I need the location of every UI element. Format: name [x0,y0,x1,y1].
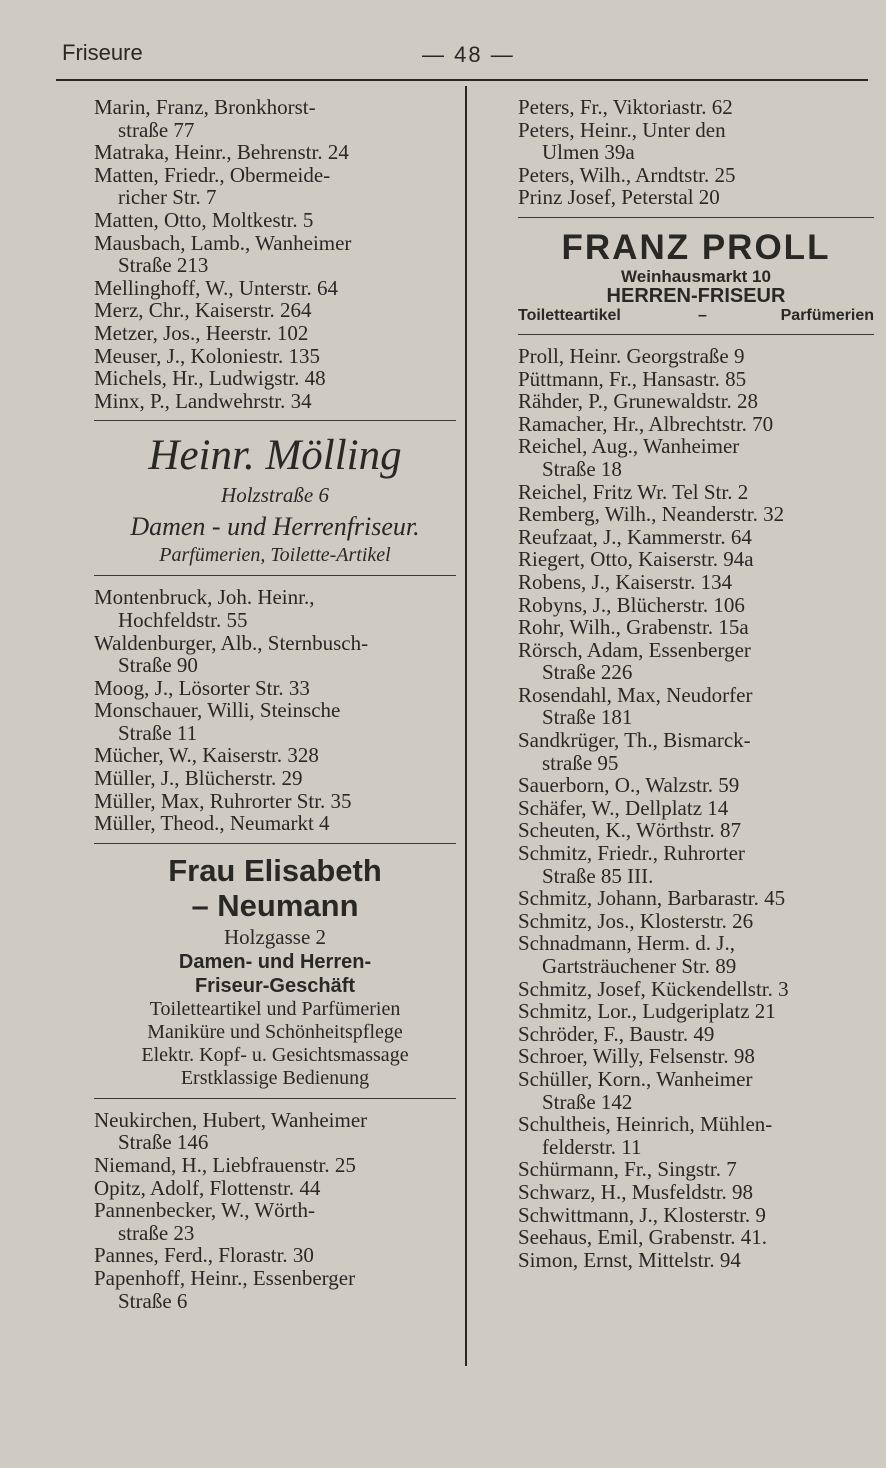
entry-name: Pannenbecker, W., Wörth- [94,1198,315,1223]
entry-name: Peters, Heinr., Unter den [518,117,726,142]
directory-entry [94,345,456,368]
entry-name: Müller, Max, Ruhrorter Str. 35 [94,788,352,813]
entry-name: Mellinghoff, W., Unterstr. 64 [94,275,339,300]
entry-name: Mausbach, Lamb., Wanheimer [94,230,352,255]
directory-entry [94,322,456,345]
entry-continuation: felderstr. 11 [542,1134,642,1159]
directory-entry [518,1045,874,1068]
directory-entry [94,586,456,631]
entry-name: Waldenburger, Alb., Sternbusch- [94,630,369,655]
ad-moelling-name: Heinr. Mölling [148,432,402,480]
directory-entry [518,186,874,209]
directory-entry [94,1109,456,1154]
entry-name: Robens, J., Kaiserstr. 134 [518,569,733,594]
entry-name: Schüller, Korn., Wanheimer [518,1066,753,1091]
directory-entry [518,684,874,729]
entry-name: Pannes, Ferd., Florastr. 30 [94,1243,314,1268]
ad-proll-address: Weinhausmarkt 10 [621,266,771,286]
directory-entry [518,481,874,504]
entry-name: Peters, Wilh., Arndtstr. 25 [518,162,736,187]
directory-entry [518,119,874,164]
entry-name: Rörsch, Adam, Essenberger [518,637,751,662]
entry-name: Seehaus, Emil, Grabenstr. 41. [518,1225,768,1250]
directory-entry [518,548,874,571]
entry-name: Scheuten, K., Wörthstr. 87 [518,818,742,843]
ad-neumann-address: Holzgasse 2 [223,924,327,949]
directory-entry [518,435,874,480]
directory-entry [518,571,874,594]
entry-name: Müller, J., Blücherstr. 29 [94,766,303,791]
directory-entry [94,1154,456,1177]
entry-name: Müller, Theod., Neumarkt 4 [94,811,330,836]
entry-list [518,96,874,209]
entry-list [518,345,874,1271]
entry-continuation: Straße 226 [542,660,633,685]
directory-entry [518,978,874,1001]
entry-name: Schwarz, H., Musfeldstr. 98 [518,1179,754,1204]
section-title: Friseure [62,40,143,65]
directory-entry [94,299,456,322]
directory-entry [518,368,874,391]
entry-name: Neukirchen, Hubert, Wanheimer [94,1107,368,1132]
entry-name: Sandkrüger, Th., Bismarck- [518,728,751,753]
separator-rule [518,334,874,335]
ad-neumann-trade2: Friseur-Geschäft [194,974,356,997]
entry-continuation: Straße 146 [118,1130,209,1155]
directory-entry [94,812,456,835]
entry-continuation: Straße 6 [118,1288,188,1313]
ad-moelling-address: Holzstraße 6 [221,483,329,508]
entry-name: Schmitz, Josef, Kückendellstr. 3 [518,976,789,1001]
column-divider [465,86,467,1366]
entry-name: Püttmann, Fr., Hansastr. 85 [518,366,747,391]
entry-list [94,96,456,412]
directory-entry [518,1158,874,1181]
entry-list [94,1109,456,1312]
ad-neumann-line1: Frau Elisabeth [168,852,382,888]
entry-name: Papenhoff, Heinr., Essenberger [94,1266,356,1290]
ad-neumann-line2: – Neumann [191,887,359,923]
entry-continuation: straße 23 [118,1220,195,1245]
entry-name: Sauerborn, O., Walzstr. 59 [518,773,740,798]
directory-entry [94,790,456,813]
left-column [94,96,456,1312]
directory-entry [94,141,456,164]
ad-proll [518,228,874,326]
entry-name: Simon, Ernst, Mittelstr. 94 [518,1247,741,1272]
directory-entry [94,277,456,300]
directory-entry [518,887,874,910]
entry-name: Matten, Friedr., Obermeide- [94,162,331,187]
ad-neumann-line6: Erstklassige Bedienung [180,1066,370,1089]
directory-entry [94,744,456,767]
entry-name: Monschauer, Willi, Steinsche [94,698,341,723]
entry-name: Ramacher, Hr., Albrechtstr. 70 [518,411,774,436]
ad-proll-trade: HERREN-FRISEUR [606,284,786,307]
entry-continuation: Straße 18 [542,456,622,481]
directory-entry [518,345,874,368]
directory-entry [518,1023,874,1046]
entry-name: Peters, Fr., Viktoriastr. 62 [518,95,733,119]
directory-entry [518,1113,874,1158]
directory-entry [518,413,874,436]
separator-rule [518,217,874,218]
entry-name: Matten, Otto, Moltkestr. 5 [94,207,314,232]
ad-neumann-trade1: Damen- und Herren- [178,950,372,973]
directory-entry [518,819,874,842]
entry-name: Meuser, J., Koloniestr. 135 [94,343,321,368]
directory-entry [94,632,456,677]
entry-name: Reufzaat, J., Kammerstr. 64 [518,524,752,549]
entry-continuation: Ulmen 39a [542,140,635,165]
entry-continuation: Straße 181 [542,705,633,730]
ad-neumann-line4: Maniküre und Schönheitspflege [147,1020,403,1043]
directory-entry [518,639,874,684]
directory-entry [94,1177,456,1200]
entry-name: Schmitz, Friedr., Ruhrorter [518,841,745,866]
entry-name: Merz, Chr., Kaiserstr. 264 [94,298,312,323]
ad-proll-goods-left: Toiletteartikel [518,306,621,324]
directory-entry [94,390,456,413]
entry-continuation: Straße 85 III. [542,863,654,888]
entry-name: Rähder, P., Grunewaldstr. 28 [518,389,759,414]
entry-continuation: straße 95 [542,750,619,775]
directory-entry [518,1000,874,1023]
entry-name: Michels, Hr., Ludwigstr. 48 [94,366,326,391]
ad-neumann-line5: Elektr. Kopf- u. Gesichtsmassage [141,1043,409,1066]
directory-entry [94,767,456,790]
entry-continuation: Straße 90 [118,653,198,678]
ad-proll-goods-right: Parfümerien [780,306,874,324]
entry-name: Proll, Heinr. Georgstraße 9 [518,343,745,368]
directory-entry [518,932,874,977]
entry-name: Schmitz, Lor., Ludgeriplatz 21 [518,999,776,1024]
entry-continuation: richer Str. 7 [118,185,217,210]
entry-name: Schultheis, Heinrich, Mühlen- [518,1112,773,1137]
directory-entry [94,164,456,209]
entry-name: Schröder, F., Baustr. 49 [518,1021,715,1046]
directory-entry [518,1204,874,1227]
directory-entry [518,729,874,774]
entry-name: Minx, P., Landwehrstr. 34 [94,388,312,413]
entry-name: Schürmann, Fr., Singstr. 7 [518,1157,737,1182]
entry-name: Niemand, H., Liebfrauenstr. 25 [94,1153,356,1178]
directory-entry [518,616,874,639]
directory-entry [518,1226,874,1249]
entry-list [94,586,456,835]
directory-entry [518,910,874,933]
directory-entry [518,164,874,187]
separator-rule [94,1098,456,1099]
entry-continuation: Hochfeldstr. 55 [118,607,248,632]
directory-entry [518,1249,874,1272]
entry-continuation: Straße 213 [118,253,209,278]
directory-entry [518,594,874,617]
entry-name: Schmitz, Johann, Barbarastr. 45 [518,886,786,911]
ad-neumann [94,854,456,1090]
entry-name: Opitz, Adolf, Flottenstr. 44 [94,1175,321,1200]
entry-continuation: straße 77 [118,117,195,142]
directory-entry [518,526,874,549]
ad-moelling-trade: Damen - und Herrenfriseur. [130,512,420,542]
entry-continuation: Straße 142 [542,1089,633,1114]
directory-entry [518,1181,874,1204]
directory-entry [94,209,456,232]
entry-name: Montenbruck, Joh. Heinr., [94,585,315,610]
entry-name: Schmitz, Jos., Klosterstr. 26 [518,908,754,933]
directory-entry [94,1199,456,1244]
entry-name: Schnadmann, Herm. d. J., [518,931,735,956]
entry-name: Remberg, Wilh., Neanderstr. 32 [518,502,785,527]
directory-entry [94,1244,456,1267]
ad-moelling-goods: Parfümerien, Toilette-Artikel [159,544,391,567]
header-rule [56,79,868,81]
entry-name: Prinz Josef, Peterstal 20 [518,185,720,210]
directory-entry [518,774,874,797]
entry-name: Schäfer, W., Dellplatz 14 [518,795,729,820]
directory-entry [94,232,456,277]
entry-name: Reichel, Fritz Wr. Tel Str. 2 [518,479,749,504]
directory-entry [518,503,874,526]
entry-name: Schwittmann, J., Klosterstr. 9 [518,1202,766,1227]
entry-name: Metzer, Jos., Heerstr. 102 [94,320,309,345]
ad-proll-goods-sep: – [698,306,707,324]
entry-name: Mücher, W., Kaiserstr. 328 [94,743,319,768]
ad-moelling [94,431,456,567]
entry-name: Matraka, Heinr., Behrenstr. 24 [94,140,349,165]
entry-continuation: Straße 11 [118,720,198,745]
directory-entry [518,390,874,413]
directory-entry [94,677,456,700]
page-header [62,36,868,72]
entry-name: Robyns, J., Blücherstr. 106 [518,592,745,617]
page-number: — 48 — [422,42,515,67]
ad-proll-goods [518,306,874,326]
entry-name: Reichel, Aug., Wanheimer [518,434,740,459]
entry-name: Schroer, Willy, Felsenstr. 98 [518,1044,755,1069]
separator-rule [94,575,456,576]
directory-entry [94,1267,456,1312]
separator-rule [94,843,456,844]
entry-continuation: Gartsträuchener Str. 89 [542,954,737,978]
entry-name: Moog, J., Lösorter Str. 33 [94,675,310,700]
entry-name: Riegert, Otto, Kaiserstr. 94a [518,547,754,572]
directory-entry [94,367,456,390]
right-column [518,96,874,1271]
entry-name: Marin, Franz, Bronkhorst- [94,95,316,119]
directory-entry [518,96,874,119]
entry-name: Rosendahl, Max, Neudorfer [518,682,753,707]
ad-proll-name: FRANZ PROLL [561,227,831,267]
directory-entry [518,797,874,820]
ad-neumann-line3: Toiletteartikel und Parfümerien [149,997,401,1020]
directory-entry [518,1068,874,1113]
separator-rule [94,420,456,421]
directory-entry [94,699,456,744]
directory-entry [94,96,456,141]
entry-name: Rohr, Wilh., Grabenstr. 15a [518,615,749,640]
directory-entry [518,842,874,887]
